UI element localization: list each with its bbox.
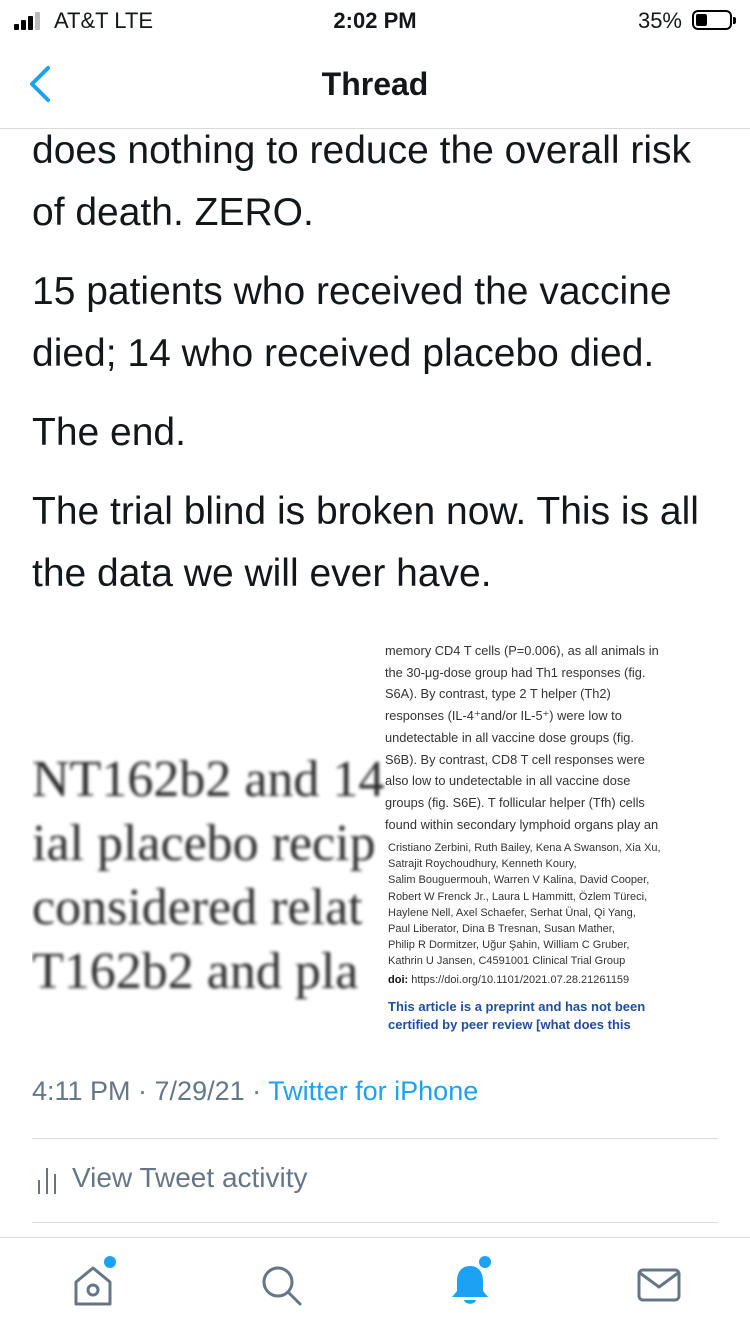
author-line: Paul Liberator, Dina B Tresnan, Susan Mather, xyxy=(388,923,615,936)
author-line: Satrajit Roychoudhury, Kenneth Koury, xyxy=(388,858,577,871)
paper-line: S6A). By contrast, type 2 T helper (Th2) xyxy=(385,686,611,702)
tab-bar xyxy=(0,1237,750,1335)
status-time: 2:02 PM xyxy=(333,8,417,33)
search-icon xyxy=(256,1260,306,1310)
paper-line: the 30-μg-dose group had Th1 responses (fig. xyxy=(385,664,646,680)
analytics-icon xyxy=(38,1166,58,1194)
page-title: Thread xyxy=(321,66,429,102)
view-tweet-activity-label: View Tweet activity xyxy=(72,1162,308,1193)
view-tweet-activity-button[interactable] xyxy=(36,1160,636,1200)
tab-home[interactable] xyxy=(68,1260,118,1310)
carrier-label: AT&T LTE xyxy=(54,8,154,33)
nav-header xyxy=(0,42,750,129)
bell-icon xyxy=(445,1260,495,1310)
author-line: Cristiano Zerbini, Ruth Bailey, Kena A Swanson, Xia Xu, xyxy=(388,842,661,854)
unread-dot xyxy=(479,1256,491,1268)
author-line: Kathrin U Jansen, C4591001 Clinical Trial Group xyxy=(388,955,626,968)
tab-messages[interactable] xyxy=(634,1260,684,1310)
author-line: Haylene Nell, Axel Schaefer, Serhat Ünal, Qi Yang, xyxy=(388,906,636,919)
tab-notifications[interactable] xyxy=(445,1260,495,1310)
envelope-icon xyxy=(634,1260,684,1310)
tweet-meta xyxy=(32,1076,478,1107)
blurred-line: ial placebo recip xyxy=(32,815,376,872)
blurred-line: considered relat xyxy=(32,879,363,936)
tweet-media-image[interactable] xyxy=(32,628,718,1040)
tweet-timestamp: 4:11 PM · 7/29/21 · xyxy=(32,1076,269,1106)
tweet-text xyxy=(32,128,732,622)
tweet-paragraph: 15 patients who received the vaccine died; 14 who received placebo died. xyxy=(32,270,672,375)
author-line: Philip R Dormitzer, Uğur Şahin, William C Gruber, xyxy=(388,939,630,952)
paper-excerpt xyxy=(385,640,715,835)
blurred-line: NT162b2 and 14 xyxy=(32,751,384,808)
paper-line: responses (IL-4⁺and/or IL-5⁺) were low to xyxy=(385,708,622,724)
author-list xyxy=(388,840,718,970)
doi-value: https://doi.org/10.1101/2021.07.28.21261159 xyxy=(408,974,630,986)
paper-line: S6B). By contrast, CD8 T cell responses were xyxy=(385,751,645,767)
preprint-line: This article is a preprint and has not been xyxy=(388,999,646,1014)
unread-dot xyxy=(104,1256,116,1268)
battery-icon xyxy=(692,10,732,30)
author-line: Salim Bouguermouh, Warren V Kalina, David Cooper, xyxy=(388,874,650,887)
paper-line: also low to undetectable in all vaccine dose xyxy=(385,773,631,789)
preprint-notice xyxy=(388,998,718,1034)
author-line: Robert W Frenck Jr., Laura L Hammitt, Özlem Türeci, xyxy=(388,890,648,903)
battery-percent: 35% xyxy=(637,8,682,33)
divider xyxy=(32,1138,718,1139)
paper-line: found within secondary lymphoid organs play an xyxy=(385,816,659,832)
paper-line: groups (fig. S6E). T follicular helper (Tfh) cells xyxy=(385,794,645,810)
preprint-line: certified by peer review [what does this xyxy=(388,1017,631,1032)
tweet-paragraph: The trial blind is broken now. This is all the data we will ever have. xyxy=(32,490,699,595)
status-bar xyxy=(0,0,750,42)
blurred-line: T162b2 and pla xyxy=(32,943,359,1000)
blurred-document-excerpt xyxy=(32,748,384,1004)
paper-line: memory CD4 T cells (P=0.006), as all animals in xyxy=(385,643,659,658)
paper-line: undetectable in all vaccine dose groups (fig. xyxy=(385,729,634,745)
tweet-paragraph: The end. xyxy=(32,411,186,454)
doi-label: doi: xyxy=(388,974,409,986)
tab-search[interactable] xyxy=(256,1260,306,1310)
doi-line xyxy=(388,974,718,986)
tweet-source-link[interactable]: Twitter for iPhone xyxy=(268,1076,479,1106)
tweet-paragraph: does nothing to reduce the overall risk of death. ZERO. xyxy=(32,129,692,234)
divider xyxy=(32,1222,718,1223)
